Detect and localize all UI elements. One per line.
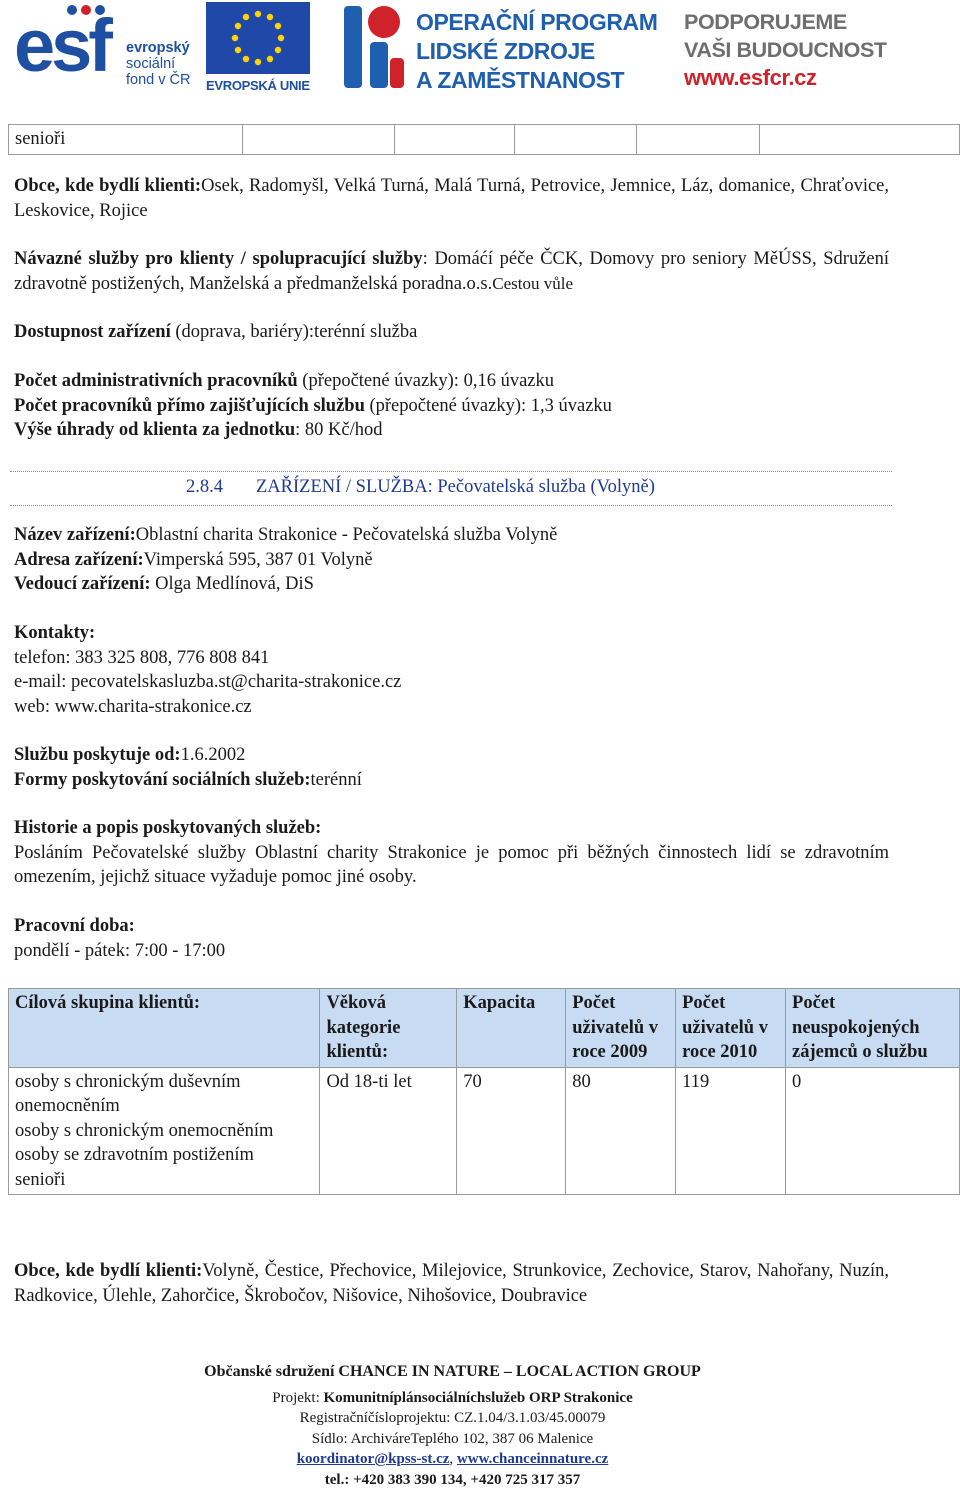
op-figure-icon [342,2,406,92]
service-since [14,743,889,768]
column-header: Věková kategorie klientů: [320,989,457,1068]
contact-email[interactable]: e-mail: pecovatelskasluzba.st@charita-strakonice.cz [14,672,402,692]
facility-address [14,548,889,573]
field-label: Obce, kde bydlí klienti: [14,176,202,196]
footer-project-name: Komunitníplánsociálníchslužeb ORP Strakonice [323,1389,633,1406]
column-header: Kapacita [457,989,566,1068]
field-label: Adresa zařízení: [14,549,144,570]
target-group: senioři [15,1169,66,1190]
table-cell [759,125,959,155]
follow-up-services [14,247,889,296]
facility-name [14,523,889,548]
column-header: Počet neuspokojených zájemců o službu [786,989,960,1068]
footer-organization: Občanské sdružení CHANCE IN NATURE – LOCAL ACTION GROUP [204,1363,701,1380]
table-cell [515,125,637,155]
table-row [9,125,960,155]
field-value: Olga Medlínová, DiS [150,574,314,594]
esfcr-link[interactable]: www.esfcr.cz [684,65,817,90]
field-value: (přepočtené úvazky): 1,3 úvazku [364,395,612,416]
age-cell: Od 18-ti let [320,1067,457,1195]
column-header: Počet uživatelů v roce 2010 [676,989,786,1068]
field-value: Vimperská 595, 387 01 Volyně [143,549,373,570]
page-footer [0,1362,905,1490]
previous-table-fragment [8,124,960,155]
esf-caption-line: sociální [126,56,176,72]
footer-email-link[interactable]: koordinator@kpss-st.cz [296,1451,450,1467]
capacity-table [8,988,960,1195]
working-hours [14,914,889,963]
field-value: Oblastní charita Strakonice - Pečovatelská služba Volyně [135,525,558,545]
field-label: Název zařízení: [14,525,136,545]
footer-links [0,1449,905,1470]
field-label: Návazné služby pro klienty / spolupracující služby [14,249,423,269]
footer-project [0,1388,905,1409]
op-line: A ZAMĚSTNANOST [416,67,625,93]
accessibility [14,320,889,345]
field-label: Počet administrativních pracovníků [14,371,298,391]
footer-seat: Sídlo: ArchiváreTeplého 102, 387 06 Malenice [311,1430,594,1447]
table-row [9,1067,960,1195]
field-value: Volyně, Čestice, Přechovice, Milejovice, Strunkovice, Zechovice, Starov, Nahořany, Nuzín, Radkovice, Úlehle, Zahorčice, Škrobočov, Nišovice, Nihošovice, Doubravice [14,1261,889,1306]
support-line: VAŠI BUDOUCNOST [684,38,887,62]
field-value: pondělí - pátek: 7:00 - 17:00 [14,940,226,961]
esf-logo [14,2,200,94]
field-label: Počet pracovníků přímo zajišťujících službu [14,395,365,416]
field-value: terénní [310,769,362,790]
facility-head [14,572,889,597]
op-line: LIDSKÉ ZDROJE [416,38,595,64]
op-lzz-logo [342,2,662,94]
field-value: : 80 Kč/hod [295,420,383,440]
clients-municipalities-volyne [14,1259,889,1308]
field-value: 1.6.2002 [180,745,246,765]
esf-caption [126,40,190,88]
target-groups-cell [9,1067,320,1195]
footer-web-link[interactable]: www.chanceinnature.cz [456,1451,609,1467]
table-cell [242,125,394,155]
field-label: Obce, kde bydlí klienti: [14,1261,203,1281]
contact-phone: telefon: 383 325 808, 776 808 841 [14,647,270,668]
esf-caption-line: fond v ČR [126,72,191,88]
table-header-row [9,989,960,1068]
direct-staff [14,394,889,419]
field-value: (přepočtené úvazky): 0,16 úvazku [297,371,554,391]
target-group: osoby se zdravotním postižením [15,1145,254,1165]
admin-staff [14,369,889,394]
field-value: (doprava, bariéry):terénní služba [170,322,418,342]
users-2009-cell: 80 [566,1067,676,1195]
op-line: OPERAČNÍ PROGRAM [416,9,658,35]
support-line: PODPORUJEME [684,10,847,34]
footer-separator: , [449,1451,457,1467]
field-label: Pracovní doba: [14,916,135,936]
table-cell [394,125,514,155]
service-forms [14,768,889,793]
service-start [14,743,889,792]
footer-project-prefix: Projekt: [272,1389,324,1406]
field-value: Osek, Radomyšl, Velká Turná, Malá Turná, Petrovice, Jemnice, Láz, domanice, Chraťovice, Leskovice, Rojice [14,176,890,221]
section-heading [10,471,892,506]
field-label: Formy poskytování sociálních služeb: [14,769,311,790]
facility-identity [14,523,889,597]
history-text: Posláním Pečovatelské služby Oblastní charity Strakonice je pomoc při běžných činnostech lidí se zdravotním omezením, jejichž situace vyžaduje pomoc jiné osoby. [14,842,889,887]
users-2010-cell: 119 [676,1067,786,1195]
history-description [14,816,889,890]
clients-municipalities [14,174,889,223]
unsatisfied-cell: 0 [786,1067,960,1195]
eu-logo [206,2,310,92]
field-label: Kontakty: [14,623,96,643]
esf-caption-line: evropský [126,40,190,56]
contacts [14,621,889,719]
field-label: Službu poskytuje od: [14,745,181,765]
footer-phone: tel.: +420 383 390 134, +420 725 317 357 [324,1471,581,1488]
field-value: Cestou vůle [492,273,573,293]
section-title: ZAŘÍZENÍ / SLUŽBA: Pečovatelská služba (Volyně) [256,477,655,497]
column-header: Počet uživatelů v roce 2009 [566,989,676,1068]
eu-flag-icon [206,2,310,74]
eu-label: EVROPSKÁ UNIE [206,78,310,93]
support-slogan [684,8,887,92]
client-fee [14,418,889,443]
field-label: Výše úhrady od klienta za jednotku [14,420,296,440]
target-group: osoby s chronickým duševním onemocněním [15,1071,241,1116]
logo-header [0,0,960,100]
field-label: Dostupnost zařízení [14,322,171,342]
footer-registration: Registračníčísloprojektu: CZ.1.04/3.1.03/45.00079 [299,1410,606,1426]
field-value: : Domáćí péče ČCK, Domovy pro seniory MěÚSS, Sdružení zdravotně postižených, Manželská a předmanželská poradna.o.s. [14,249,890,294]
target-group: osoby s chronickým onemocněním [15,1120,274,1141]
field-label: Historie a popis poskytovaných služeb: [14,818,322,838]
capacity-cell: 70 [457,1067,566,1195]
table-cell: senioři [9,125,243,155]
contact-web[interactable]: web: www.charita-strakonice.cz [14,696,252,717]
table-cell [637,125,759,155]
op-lzz-text [416,8,658,95]
section-number: 2.8.4 [186,477,223,497]
field-label: Vedoucí zařízení: [14,574,151,594]
esf-wordmark: esf [14,4,109,87]
column-header: Cílová skupina klientů: [9,989,320,1068]
staff-figures [14,369,889,443]
